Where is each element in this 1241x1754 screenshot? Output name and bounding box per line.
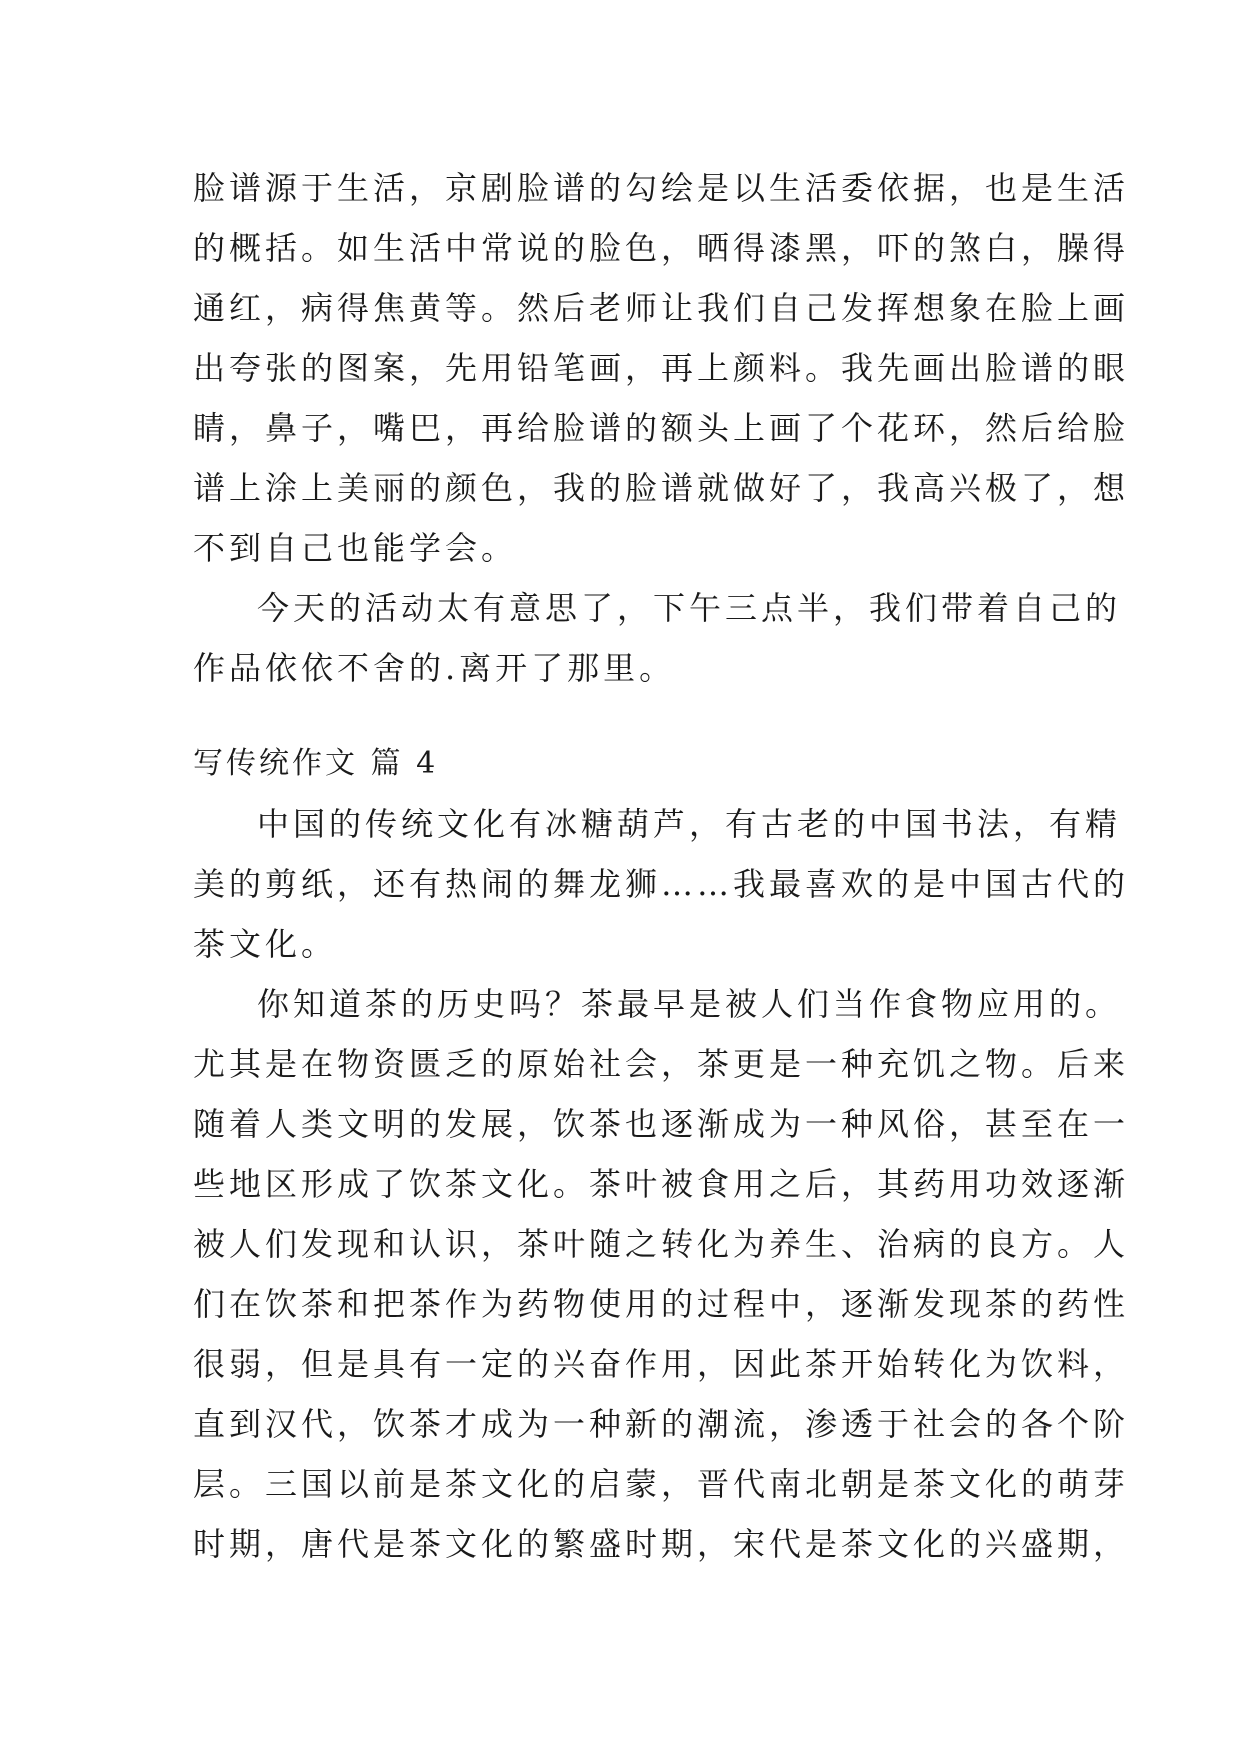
text-line: 直到汉代，饮茶才成为一种新的潮流，渗透于社会的各个阶: [193, 1405, 1130, 1443]
text-line: 们在饮茶和把茶作为药物使用的过程中，逐渐发现茶的药性: [193, 1285, 1130, 1323]
text-line: 很弱，但是具有一定的兴奋作用，因此茶开始转化为饮料，: [193, 1345, 1130, 1383]
text-line: 不到自己也能学会。: [193, 529, 518, 567]
paragraph-tea-intro: [193, 794, 1130, 974]
text-line: 茶文化。: [193, 925, 338, 963]
text-line: 时期，唐代是茶文化的繁盛时期，宋代是茶文化的兴盛期，: [193, 1525, 1130, 1563]
paragraph-face-painting: [193, 158, 1130, 578]
text-line: 睛，鼻子，嘴巴，再给脸谱的额头上画了个花环，然后给脸: [193, 409, 1130, 447]
text-line: 今天的活动太有意思了，下午三点半，我们带着自己的: [257, 589, 1122, 627]
text-line: 谱上涂上美丽的颜色，我的脸谱就做好了，我高兴极了，想: [193, 469, 1130, 507]
section-heading: 写传统作文 篇 4: [193, 746, 439, 781]
paragraph-tea-history: [193, 974, 1130, 1574]
text-line: 你知道茶的历史吗？茶最早是被人们当作食物应用的。: [257, 985, 1122, 1023]
document-body: [193, 158, 1130, 1574]
text-line: 些地区形成了饮茶文化。茶叶被食用之后，其药用功效逐渐: [193, 1165, 1130, 1203]
text-line: 随着人类文明的发展，饮茶也逐渐成为一种风俗，甚至在一: [193, 1105, 1130, 1143]
text-line: 层。三国以前是茶文化的启蒙，晋代南北朝是茶文化的萌芽: [193, 1465, 1130, 1503]
text-line: 美的剪纸，还有热闹的舞龙狮……我最喜欢的是中国古代的: [193, 865, 1130, 903]
text-line: 的概括。如生活中常说的脸色，晒得漆黑，吓的煞白，臊得: [193, 229, 1130, 267]
text-line: 通红，病得焦黄等。然后老师让我们自己发挥想象在脸上画: [193, 289, 1130, 327]
text-line: 作品依依不舍的.离开了那里。: [193, 649, 676, 687]
text-line: 脸谱源于生活，京剧脸谱的勾绘是以生活委依据，也是生活: [193, 169, 1130, 207]
text-line: 出夸张的图案，先用铅笔画，再上颜料。我先画出脸谱的眼: [193, 349, 1130, 387]
text-line: 中国的传统文化有冰糖葫芦，有古老的中国书法，有精: [257, 805, 1122, 843]
section-spacer: [193, 698, 1053, 734]
paragraph-activity-end: [193, 578, 1122, 698]
text-line: 尤其是在物资匮乏的原始社会，茶更是一种充饥之物。后来: [193, 1045, 1130, 1083]
text-line: 被人们发现和认识，茶叶随之转化为养生、治病的良方。人: [193, 1225, 1130, 1263]
